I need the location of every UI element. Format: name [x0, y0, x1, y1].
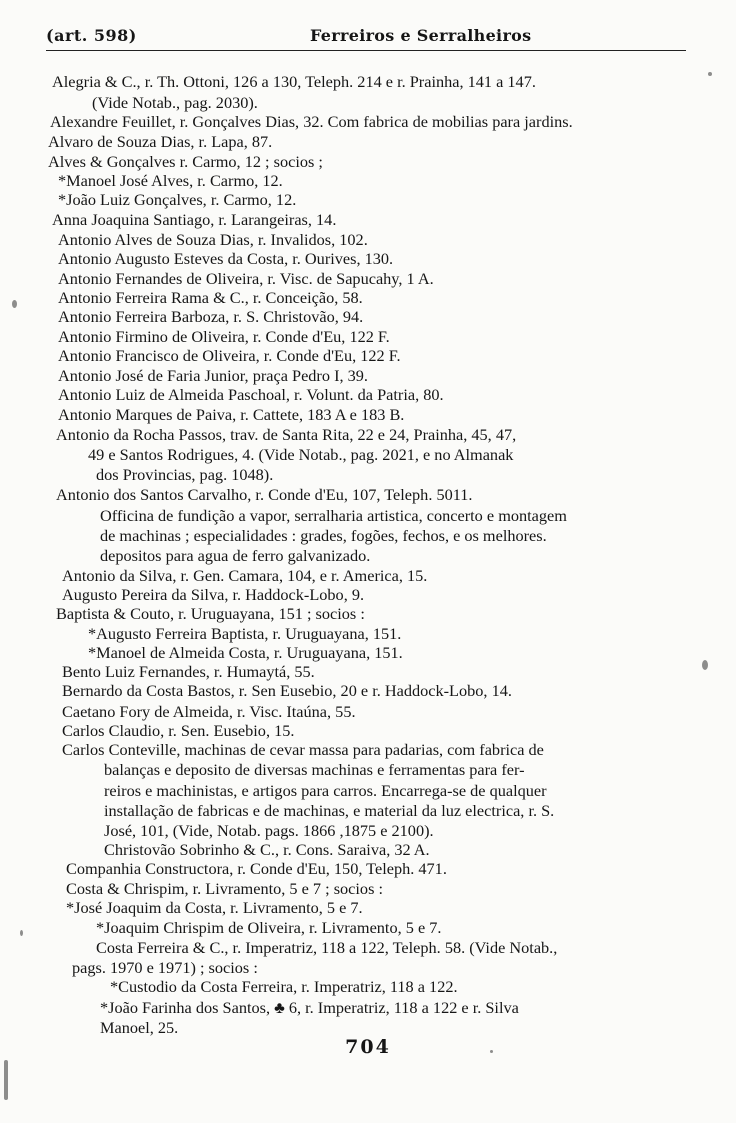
entry-line: Baptista & Couto, r. Uruguayana, 151 ; socios : [56, 604, 365, 623]
page-header [46, 26, 686, 51]
entry-line: Antonio dos Santos Carvalho, r. Conde d'Eu, 107, Teleph. 5011. [56, 485, 473, 504]
article-number: (art. 598) [46, 26, 137, 45]
entry-line: Officina de fundição a vapor, serralharia artistica, concerto e montagem [100, 506, 567, 525]
entry-line: Antonio Alves de Souza Dias, r. Invalidos, 102. [58, 230, 368, 249]
entry-line: Anna Joaquina Santiago, r. Larangeiras, 14. [52, 210, 337, 229]
entry-line: *Manoel de Almeida Costa, r. Uruguayana, 151. [88, 643, 403, 662]
entry-line: (Vide Notab., pag. 2030). [92, 93, 258, 112]
entry-line: Companhia Constructora, r. Conde d'Eu, 150, Teleph. 471. [66, 859, 447, 878]
entry-line: Alvaro de Souza Dias, r. Lapa, 87. [48, 132, 273, 151]
entry-line: Antonio Ferreira Rama & C., r. Conceição, 58. [58, 288, 363, 307]
entry-line: *Joaquim Chrispim de Oliveira, r. Livramento, 5 e 7. [96, 918, 442, 937]
entry-line: Antonio Luiz de Almeida Paschoal, r. Volunt. da Patria, 80. [58, 385, 444, 404]
entry-line: 49 e Santos Rodrigues, 4. (Vide Notab., pag. 2021, e no Almanak [88, 445, 514, 464]
entry-line: Antonio Fernandes de Oliveira, r. Visc. de Sapucahy, 1 A. [58, 269, 434, 288]
entry-line: José, 101, (Vide, Notab. pags. 1866 ,1875 e 2100). [104, 821, 434, 840]
entry-line: Carlos Conteville, machinas de cevar massa para padarias, com fabrica de [62, 740, 544, 759]
entry-line: *José Joaquim da Costa, r. Livramento, 5 e 7. [66, 898, 363, 917]
entry-line: Antonio Ferreira Barboza, r. S. Christovão, 94. [58, 307, 364, 326]
entry-line: Carlos Claudio, r. Sen. Eusebio, 15. [62, 721, 295, 740]
scan-speck [20, 930, 23, 936]
section-title: Ferreiros e Serralheiros [310, 26, 532, 45]
scan-speck [490, 1050, 493, 1053]
entry-line: *Augusto Ferreira Baptista, r. Uruguayana, 151. [88, 624, 402, 643]
entry-line: Antonio Francisco de Oliveira, r. Conde d'Eu, 122 F. [58, 346, 401, 365]
entry-line: Antonio Marques de Paiva, r. Cattete, 183 A e 183 B. [58, 405, 405, 424]
entry-line: Bento Luiz Fernandes, r. Humaytá, 55. [62, 662, 315, 681]
entry-line: Antonio Firmino de Oliveira, r. Conde d'Eu, 122 F. [58, 327, 390, 346]
page-number: 704 [345, 1036, 391, 1058]
entry-line: Manoel, 25. [100, 1018, 179, 1037]
entry-line: depositos para agua de ferro galvanizado. [100, 546, 371, 565]
entry-line: Antonio Augusto Esteves da Costa, r. Ourives, 130. [58, 249, 394, 268]
entry-line: *Custodio da Costa Ferreira, r. Imperatriz, 118 a 122. [110, 977, 458, 996]
entry-line: de machinas ; especialidades : grades, fogões, fechos, e os melhores. [100, 526, 547, 545]
entry-line: *João Farinha dos Santos, ♣ 6, r. Imperatriz, 118 a 122 e r. Silva [100, 998, 519, 1017]
entry-line: Antonio da Silva, r. Gen. Camara, 104, e r. America, 15. [62, 566, 428, 585]
entry-line: *João Luiz Gonçalves, r. Carmo, 12. [58, 190, 297, 209]
entry-line: Costa Ferreira & C., r. Imperatriz, 118 a 122, Teleph. 58. (Vide Notab., [96, 938, 558, 957]
scan-speck [702, 660, 708, 670]
scan-speck [4, 1060, 8, 1100]
entry-line: Alves & Gonçalves r. Carmo, 12 ; socios ; [48, 152, 323, 171]
entry-line: Alexandre Feuillet, r. Gonçalves Dias, 32. Com fabrica de mobilias para jardins. [50, 112, 573, 131]
entry-line: Bernardo da Costa Bastos, r. Sen Eusebio, 20 e r. Haddock-Lobo, 14. [62, 681, 512, 700]
scan-speck [708, 72, 712, 76]
entry-line: balanças e deposito de diversas machinas e ferramentas para fer- [104, 760, 525, 779]
entry-line: Alegria & C., r. Th. Ottoni, 126 a 130, Teleph. 214 e r. Prainha, 141 a 147. [52, 72, 536, 91]
entry-line: Christovão Sobrinho & C., r. Cons. Saraiva, 32 A. [104, 840, 430, 859]
scan-speck [12, 300, 17, 308]
entry-line: *Manoel José Alves, r. Carmo, 12. [58, 171, 283, 190]
entry-line: Antonio da Rocha Passos, trav. de Santa Rita, 22 e 24, Prainha, 45, 47, [56, 425, 517, 444]
entry-line: dos Provincias, pag. 1048). [96, 465, 274, 484]
entry-line: Caetano Fory de Almeida, r. Visc. Itaúna, 55. [62, 702, 356, 721]
entry-line: reiros e machinistas, e artigos para carros. Encarrega-se de qualquer [104, 781, 547, 800]
entry-line: pags. 1970 e 1971) ; socios : [72, 958, 258, 977]
entry-line: Antonio José de Faria Junior, praça Pedro I, 39. [58, 366, 368, 385]
entry-line: installação de fabricas e de machinas, e material da luz electrica, r. S. [104, 801, 555, 820]
entry-line: Augusto Pereira da Silva, r. Haddock-Lobo, 9. [62, 585, 365, 604]
entry-line: Costa & Chrispim, r. Livramento, 5 e 7 ; socios : [66, 879, 384, 898]
